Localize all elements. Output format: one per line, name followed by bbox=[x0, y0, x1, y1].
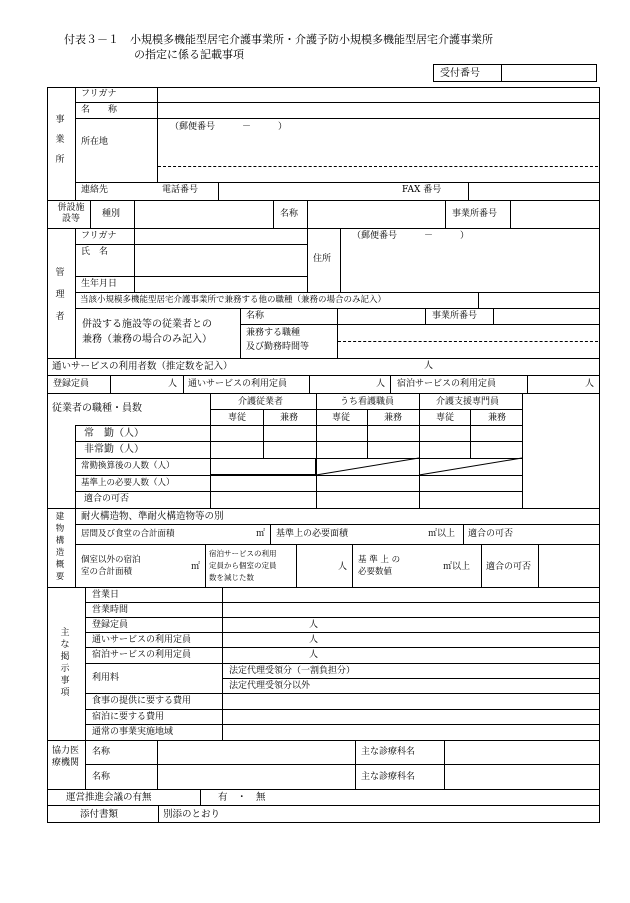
building-cap-line3: 数を減じた数 bbox=[209, 573, 254, 582]
service-area-field[interactable] bbox=[223, 725, 598, 739]
annex-label: 併設施設等 bbox=[57, 203, 85, 224]
meal-cost-field[interactable] bbox=[223, 694, 598, 708]
meeting-value[interactable]: 有 ・ 無 bbox=[218, 792, 266, 803]
main-item-service-area: 通常の事業実施地域 bbox=[92, 727, 174, 737]
medical-name-label-1: 名称 bbox=[92, 747, 111, 757]
business-days-field[interactable] bbox=[223, 588, 598, 601]
annex-type-field[interactable] bbox=[135, 201, 272, 227]
registered-capacity-label: 登録定員 bbox=[53, 379, 90, 389]
staff-sub-3: 専従 bbox=[332, 413, 351, 423]
manager-concurrent-line1: 併設する施設等の従業者との bbox=[82, 319, 212, 330]
medical-dept-field-1[interactable] bbox=[445, 741, 598, 763]
main-item-registered-unit: 人 bbox=[309, 620, 319, 630]
building-compliance-label-2: 適合の可否 bbox=[486, 562, 532, 572]
stay-capacity-unit: 人 bbox=[585, 379, 595, 389]
building-room-unit: ㎡ bbox=[191, 562, 201, 572]
main-items-section-label: 主な掲示事項 bbox=[60, 628, 70, 698]
manager-other-job-field[interactable] bbox=[479, 293, 598, 307]
attach-label: 添付書類 bbox=[80, 809, 119, 820]
building-req-line1: 基 準 上 の bbox=[358, 555, 401, 565]
manager-concurrent-job-field[interactable] bbox=[338, 325, 598, 357]
form-title-line1: 付表３－１ 小規模多機能型居宅介護事業所・介護予防小規模多機能型居宅介護事業所 bbox=[64, 33, 493, 46]
medical-dept-label-1: 主な診療科名 bbox=[361, 747, 416, 757]
medical-dept-label-2: 主な診療科名 bbox=[361, 772, 416, 782]
receipt-number-field[interactable] bbox=[503, 66, 595, 80]
medical-dept-field-2[interactable] bbox=[445, 765, 598, 788]
building-room-line2: 室の合計面積 bbox=[81, 567, 133, 577]
day-users-unit: 人 bbox=[424, 361, 434, 371]
registered-capacity-unit: 人 bbox=[168, 379, 178, 389]
manager-concurrent-name-field[interactable] bbox=[338, 309, 424, 323]
office-contact-label: 連絡先 bbox=[81, 185, 109, 195]
day-users-label: 通いサービスの利用者数（推定数を記入） bbox=[52, 361, 233, 372]
staff-sub-4: 兼務 bbox=[384, 413, 403, 423]
main-item-business-hours: 営業時間 bbox=[92, 605, 129, 615]
manager-concurrent-name-label: 名称 bbox=[246, 311, 265, 321]
building-req-line2: 必要数値 bbox=[358, 567, 393, 577]
building-req-unit: ㎡以上 bbox=[443, 562, 471, 572]
medical-name-field-2[interactable] bbox=[158, 765, 354, 788]
staff-heading: 従業者の職種・員数 bbox=[52, 403, 142, 414]
main-item-fee: 利用料 bbox=[92, 673, 120, 683]
staff-row-compliance: 適合の可否 bbox=[84, 494, 130, 504]
receipt-label: 受付番号 bbox=[440, 68, 480, 79]
office-furigana-label: フリガナ bbox=[81, 89, 117, 99]
day-users-field[interactable] bbox=[290, 360, 420, 373]
manager-address-field[interactable] bbox=[341, 244, 598, 291]
staff-row-fulltime: 常 勤（人） bbox=[84, 428, 144, 439]
staff-sub-2: 兼務 bbox=[280, 413, 299, 423]
day-capacity-label: 通いサービスの利用定員 bbox=[188, 379, 288, 389]
main-item-day-capacity: 通いサービスの利用定員 bbox=[92, 635, 192, 645]
attach-value: 別添のとおり bbox=[163, 809, 221, 820]
building-fireproof-label: 耐火構造物、準耐火構造物等の別 bbox=[81, 511, 224, 522]
manager-concurrent-job1: 兼務する職種 bbox=[246, 328, 301, 338]
main-item-registered: 登録定員 bbox=[92, 620, 129, 630]
manager-address-label: 住所 bbox=[313, 254, 332, 264]
office-section-label: 事業所 bbox=[55, 115, 65, 165]
main-item-business-days: 営業日 bbox=[92, 590, 120, 600]
annex-name-label: 名称 bbox=[280, 209, 299, 219]
building-cap-line1: 宿泊サービスの利用 bbox=[209, 549, 277, 558]
main-item-fee-other: 法定代理受領分以外 bbox=[229, 681, 311, 691]
office-fax-label: FAX 番号 bbox=[402, 185, 442, 195]
office-fax-field[interactable] bbox=[469, 183, 598, 199]
day-capacity-unit: 人 bbox=[376, 379, 386, 389]
registered-capacity-field[interactable] bbox=[111, 376, 166, 392]
building-area-unit: ㎡ bbox=[256, 529, 266, 539]
building-cap-unit: 人 bbox=[338, 562, 348, 572]
manager-furigana-label: フリガナ bbox=[81, 231, 117, 241]
office-address-field[interactable] bbox=[158, 136, 598, 164]
day-capacity-field[interactable] bbox=[310, 376, 374, 392]
main-item-stay-cost: 宿泊に要する費用 bbox=[92, 712, 165, 722]
meeting-label: 運営推進会議の有無 bbox=[66, 792, 152, 803]
manager-furigana-field[interactable] bbox=[135, 229, 306, 243]
main-item-stay-capacity-unit: 人 bbox=[309, 650, 319, 660]
stay-cost-field[interactable] bbox=[223, 710, 598, 723]
manager-other-job-label: 当該小規模多機能型居宅介護事業所で兼務する他の職種（兼務の場合のみ記入） bbox=[80, 295, 387, 305]
form-title-line2: の指定に係る記載事項 bbox=[134, 48, 244, 61]
office-furigana-field[interactable] bbox=[158, 88, 598, 101]
manager-concurrent-number-label: 事業所番号 bbox=[432, 311, 478, 321]
manager-birth-field[interactable] bbox=[135, 277, 306, 291]
building-section-label: 建物構造概要 bbox=[55, 512, 65, 582]
office-name-field[interactable] bbox=[158, 103, 598, 117]
building-room-line1: 個室以外の宿泊 bbox=[81, 555, 141, 565]
ft-equivalent-highlight bbox=[210, 458, 316, 475]
manager-section-label: 管理者 bbox=[55, 268, 65, 322]
medical-name-label-2: 名称 bbox=[92, 772, 111, 782]
manager-name-field[interactable] bbox=[135, 245, 306, 275]
business-hours-field[interactable] bbox=[223, 603, 598, 616]
staff-group-care: 介護従業者 bbox=[238, 397, 284, 407]
annex-number-field[interactable] bbox=[511, 201, 598, 227]
staff-row-ft-equivalent: 常勤換算後の人数（人） bbox=[81, 461, 175, 471]
staff-group-manager: 介護支援専門員 bbox=[436, 397, 500, 407]
ft-equivalent-diagonals bbox=[316, 458, 522, 475]
staff-row-parttime: 非常勤（人） bbox=[84, 444, 144, 455]
annex-name-field[interactable] bbox=[308, 201, 444, 227]
office-phone-field[interactable] bbox=[219, 183, 399, 199]
manager-birth-label: 生年月日 bbox=[81, 279, 118, 289]
office-phone-label: 電話番号 bbox=[162, 185, 199, 195]
main-item-meal-cost: 食事の提供に要する費用 bbox=[92, 696, 192, 706]
office-name-label: 名 称 bbox=[81, 105, 118, 115]
staff-sub-6: 兼務 bbox=[488, 413, 507, 423]
building-required-unit: ㎡以上 bbox=[428, 529, 456, 539]
building-area-label: 居間及び食堂の合計面積 bbox=[81, 529, 175, 539]
medical-section-label: 協力医療機関 bbox=[52, 746, 80, 768]
annex-type-label: 種別 bbox=[102, 209, 121, 219]
office-postal: （郵便番号 － ） bbox=[170, 122, 288, 132]
stay-capacity-label: 宿泊サービスの利用定員 bbox=[397, 379, 497, 389]
building-required-label: 基準上の必要面積 bbox=[276, 529, 349, 539]
staff-sub-5: 専従 bbox=[436, 413, 455, 423]
staff-sub-1: 専従 bbox=[228, 413, 247, 423]
building-compliance-label: 適合の可否 bbox=[468, 529, 514, 539]
manager-concurrent-job2: 及び勤務時間等 bbox=[246, 342, 310, 352]
annex-number-label: 事業所番号 bbox=[452, 209, 498, 219]
building-cap-line2: 定員から個室の定員 bbox=[209, 561, 277, 570]
staff-row-required: 基準上の必要人数（人） bbox=[81, 478, 175, 488]
stay-capacity-field[interactable] bbox=[528, 376, 583, 392]
manager-postal: （郵便番号 － ） bbox=[352, 231, 470, 241]
staff-group-nurse: うち看護職員 bbox=[340, 397, 395, 407]
main-item-stay-capacity: 宿泊サービスの利用定員 bbox=[92, 650, 192, 660]
manager-concurrent-line2: 兼務（兼務の場合のみ記入） bbox=[82, 334, 212, 345]
main-item-day-capacity-unit: 人 bbox=[309, 635, 319, 645]
medical-name-field-1[interactable] bbox=[158, 741, 354, 763]
manager-name-label: 氏 名 bbox=[81, 247, 109, 257]
manager-concurrent-number-field[interactable] bbox=[494, 309, 598, 323]
main-item-fee-agency: 法定代理受領分（一割負担分） bbox=[229, 666, 356, 676]
office-address-label: 所在地 bbox=[81, 137, 109, 147]
